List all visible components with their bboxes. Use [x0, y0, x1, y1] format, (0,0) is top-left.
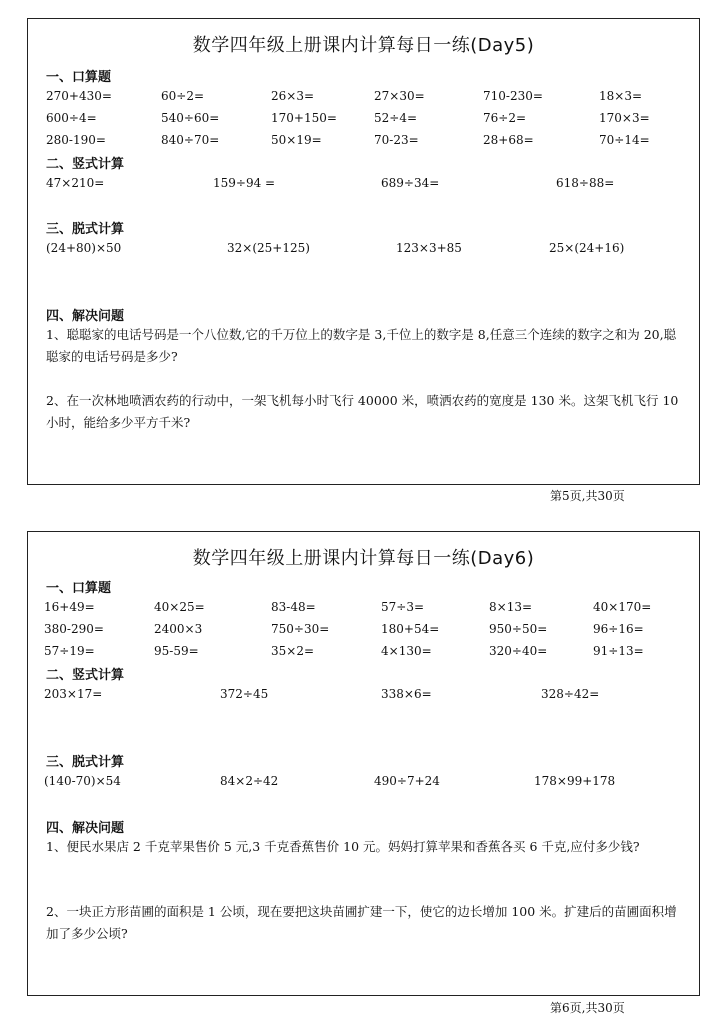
word-problem: 1、聪聪家的电话号码是一个八位数,它的千万位上的数字是 3,千位上的数字是 8,任意三个连续的数字之和为 20,聪聪家的电话号码是多少? — [46, 327, 677, 364]
section-vertical-heading: 二、竖式计算 — [46, 668, 125, 683]
stepwise-problem: 84×2÷42 — [220, 774, 279, 788]
oral-problem: 540÷60= — [161, 111, 220, 125]
oral-problem: 320÷40= — [489, 644, 548, 658]
oral-problem: 180+54= — [381, 622, 440, 636]
oral-problem: 28+68= — [483, 133, 534, 147]
oral-problem: 83-48= — [271, 600, 316, 614]
oral-problem: 600÷4= — [46, 111, 97, 125]
oral-problem: 76÷2= — [483, 111, 527, 125]
oral-problem: 170×3= — [599, 111, 650, 125]
stepwise-problem: 25×(24+16) — [549, 241, 625, 255]
section-oral-heading: 一、口算题 — [46, 581, 112, 596]
stepwise-problem: 123×3+85 — [396, 241, 462, 255]
stepwise-problem: 490÷7+24 — [374, 774, 440, 788]
oral-problem: 16+49= — [44, 600, 95, 614]
worksheet-day6 — [27, 531, 700, 996]
page-title: 数学四年级上册课内计算每日一练(Day5) — [192, 35, 535, 56]
stepwise-problem: 32×(25+125) — [227, 241, 310, 255]
oral-problem: 91÷13= — [593, 644, 644, 658]
oral-problem: 60÷2= — [161, 89, 205, 103]
oral-problem: 95-59= — [154, 644, 199, 658]
oral-problem: 2400×3 — [154, 622, 203, 636]
oral-problem: 950÷50= — [489, 622, 548, 636]
oral-problem: 710-230= — [483, 89, 543, 103]
word-problem: 2、一块正方形苗圃的面积是 1 公顷，现在要把这块苗圃扩建一下，使它的边长增加 100 米。扩建后的苗圃面积增加了多少公顷? — [46, 904, 677, 941]
section-oral-heading: 一、口算题 — [46, 70, 112, 85]
oral-problem: 50×19= — [271, 133, 322, 147]
section-stepwise-heading: 三、脱式计算 — [46, 222, 125, 237]
oral-problem: 280-190= — [46, 133, 106, 147]
worksheet-day5 — [27, 18, 700, 485]
oral-problem: 26×3= — [271, 89, 315, 103]
word-problem: 1、便民水果店 2 千克苹果售价 5 元,3 千克香蕉售价 10 元。妈妈打算苹果和香蕉各买 6 千克,应付多少钱? — [46, 839, 640, 854]
oral-problem: 70÷14= — [599, 133, 650, 147]
oral-problem: 18×3= — [599, 89, 643, 103]
vertical-problem: 328÷42= — [541, 687, 600, 701]
stepwise-problem: (24+80)×50 — [46, 241, 122, 255]
page-title: 数学四年级上册课内计算每日一练(Day6) — [192, 548, 535, 569]
vertical-problem: 689÷34= — [381, 176, 440, 190]
vertical-problem: 47×210= — [46, 176, 105, 190]
oral-problem: 96÷16= — [593, 622, 644, 636]
section-stepwise-heading: 三、脱式计算 — [46, 755, 125, 770]
oral-problem: 70-23= — [374, 133, 419, 147]
oral-problem: 380-290= — [44, 622, 104, 636]
stepwise-problem: (140-70)×54 — [44, 774, 121, 788]
oral-problem: 52÷4= — [374, 111, 418, 125]
oral-problem: 40×25= — [154, 600, 205, 614]
vertical-problem: 372÷45 — [220, 687, 269, 701]
section-problems-heading: 四、解决问题 — [46, 309, 125, 324]
oral-problem: 4×130= — [381, 644, 432, 658]
oral-problem: 750÷30= — [271, 622, 330, 636]
vertical-problem: 618÷88= — [556, 176, 615, 190]
oral-problem: 35×2= — [271, 644, 315, 658]
oral-problem: 40×170= — [593, 600, 652, 614]
oral-problem: 170+150= — [271, 111, 337, 125]
oral-problem: 270+430= — [46, 89, 112, 103]
vertical-problem: 203×17= — [44, 687, 103, 701]
vertical-problem: 338×6= — [381, 687, 432, 701]
word-problem: 2、在一次林地喷洒农药的行动中，一架飞机每小时飞行 40000 米，喷洒农药的宽度是 130 米。这架飞机飞行 10 小时，能给多少平方千米? — [46, 393, 679, 430]
section-vertical-heading: 二、竖式计算 — [46, 157, 125, 172]
oral-problem: 57÷3= — [381, 600, 425, 614]
stepwise-problem: 178×99+178 — [534, 774, 616, 788]
vertical-problem: 159÷94 = — [213, 176, 276, 190]
oral-problem: 8×13= — [489, 600, 533, 614]
page-number: 第5页,共30页 — [550, 489, 625, 503]
oral-problem: 57÷19= — [44, 644, 95, 658]
oral-problem: 27×30= — [374, 89, 425, 103]
section-problems-heading: 四、解决问题 — [46, 821, 125, 836]
oral-problem: 840÷70= — [161, 133, 220, 147]
page-number: 第6页,共30页 — [550, 1001, 625, 1015]
